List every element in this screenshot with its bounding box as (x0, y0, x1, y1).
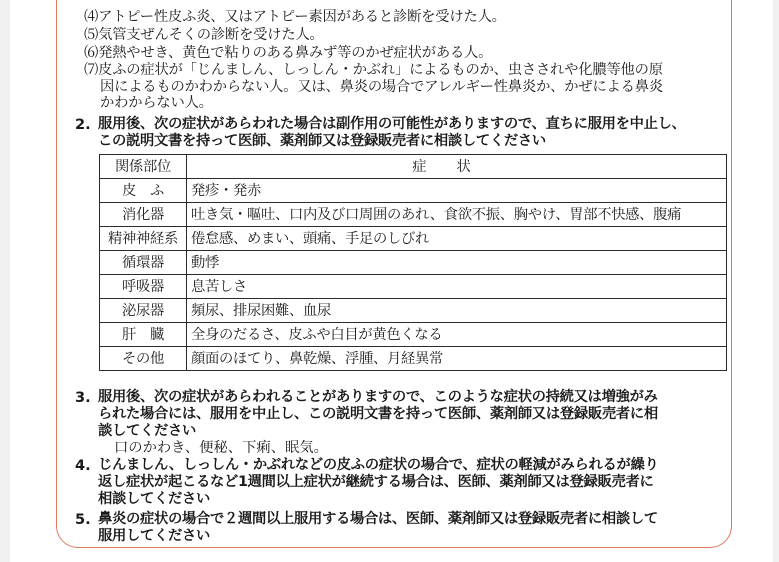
section-4-line-1: じんましん、しっしん・かぶれなどの皮ふの症状の場合で、症状の軽減がみられるが繰り (98, 457, 659, 473)
row-symptom: 顔面のほてり、鼻乾燥、浮腫、月経異常 (187, 347, 727, 371)
row-part: 肝 臓 (100, 323, 187, 347)
section-4-line-3: 相談してください (98, 491, 210, 507)
row-symptom: 動悸 (187, 251, 727, 275)
row-part: 皮 ふ (100, 179, 187, 203)
symptom-table (99, 154, 727, 371)
section-5-line-2: 服用してください (98, 528, 210, 544)
section-3-detail: 口のかわき、便秘、下痢、眠気。 (114, 440, 328, 456)
section-2-line-2: この説明文書を持って医師、薬剤師又は登録販売者に相談してください (98, 133, 546, 149)
section-3-number: 3. (75, 389, 91, 406)
sub-item-7-cont2: かわからない人。 (100, 95, 213, 111)
document-page (10, 0, 773, 562)
header-symptom: 症状 (187, 155, 727, 179)
table-row (100, 251, 727, 275)
row-part: 循環器 (100, 251, 187, 275)
table-row (100, 179, 727, 203)
sub-item-6: ⑹発熱やせき、黄色で粘りのある鼻みず等のかぜ症状がある人。 (84, 45, 493, 61)
section-2-line-1: 服用後、次の症状があらわれた場合は副作用の可能性がありますので、直ちに服用を中止し、 (98, 116, 686, 132)
row-part: その他 (100, 347, 187, 371)
row-symptom: 吐き気・嘔吐、口内及び口周囲のあれ、食欲不振、胸やけ、胃部不快感、腹痛 (187, 203, 727, 227)
table-header-row (100, 155, 727, 179)
row-part: 消化器 (100, 203, 187, 227)
row-symptom: 倦怠感、めまい、頭痛、手足のしびれ (187, 227, 727, 251)
row-symptom: 全身のだるさ、皮ふや白目が黄色くなる (187, 323, 727, 347)
table-row (100, 203, 727, 227)
row-part: 泌尿器 (100, 299, 187, 323)
table-row (100, 227, 727, 251)
row-symptom: 息苦しさ (187, 275, 727, 299)
table-row (100, 323, 727, 347)
sub-item-4: ⑷アトピー性皮ふ炎、又はアトピー素因があると診断を受けた人。 (84, 9, 506, 25)
row-symptom: 発疹・発赤 (187, 179, 727, 203)
row-part: 呼吸器 (100, 275, 187, 299)
section-5-line-1: 鼻炎の症状の場合で２週間以上服用する場合は、医師、薬剤師又は登録販売者に相談して (98, 511, 658, 527)
section-3-line-2: られた場合には、服用を中止し、この説明文書を持って医師、薬剤師又は登録販売者に相 (98, 406, 658, 422)
header-part: 関係部位 (100, 155, 187, 179)
sub-item-7-cont: 因によるものかわからない人。又は、鼻炎の場合でアレルギー性鼻炎か、かぜによる鼻炎 (100, 79, 663, 95)
row-part: 精神神経系 (100, 227, 187, 251)
sub-item-5: ⑸気管支ぜんそくの診断を受けた人。 (84, 27, 324, 43)
table-row (100, 275, 727, 299)
table-row (100, 299, 727, 323)
section-2-number: 2. (75, 116, 91, 133)
section-4-number: 4. (75, 457, 91, 474)
table-row (100, 347, 727, 371)
section-4-line-2: 返し症状が起こるなど1週間以上症状が継続する場合は、医師、薬剤師又は登録販売者に (98, 474, 654, 490)
section-3-line-3: 談してください (98, 423, 196, 439)
row-symptom: 頻尿、排尿困難、血尿 (187, 299, 727, 323)
section-3-line-1: 服用後、次の症状があらわれることがありますので、このような症状の持続又は増強がみ (98, 389, 658, 405)
section-5-number: 5. (75, 511, 91, 528)
sub-item-7: ⑺皮ふの症状が「じんましん、しっしん・かぶれ」によるものか、虫さされや化膿等他の原 (84, 62, 663, 78)
